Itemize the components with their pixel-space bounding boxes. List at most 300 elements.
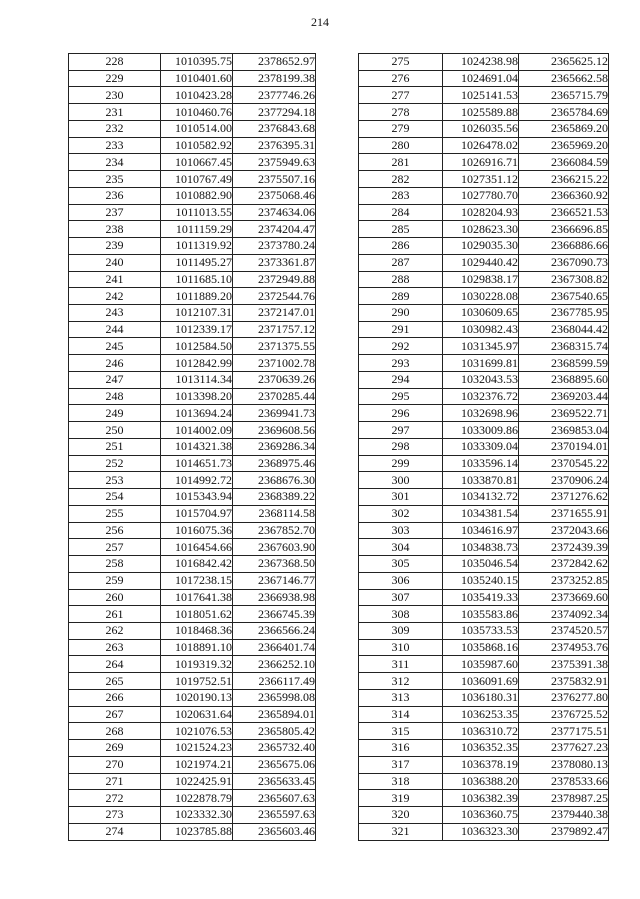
x-coordinate-cell: 1036388.20	[443, 773, 519, 790]
table-row	[69, 305, 316, 322]
y-coordinate-cell: 2366521.53	[519, 204, 609, 221]
x-coordinate-cell: 1010460.76	[161, 104, 233, 121]
point-number-cell: 263	[69, 639, 161, 656]
point-number-cell: 259	[69, 572, 161, 589]
point-number-cell: 273	[69, 807, 161, 824]
point-number-cell: 317	[359, 756, 443, 773]
point-number-cell: 319	[359, 790, 443, 807]
point-number-cell: 293	[359, 355, 443, 372]
y-coordinate-cell: 2379440.38	[519, 807, 609, 824]
y-coordinate-cell: 2370639.26	[233, 371, 316, 388]
x-coordinate-cell: 1032043.53	[443, 371, 519, 388]
point-number-cell: 312	[359, 673, 443, 690]
table-row	[359, 606, 609, 623]
point-number-cell: 262	[69, 622, 161, 639]
y-coordinate-cell: 2367308.82	[519, 271, 609, 288]
y-coordinate-cell: 2368895.60	[519, 371, 609, 388]
x-coordinate-cell: 1014651.73	[161, 455, 233, 472]
point-number-cell: 231	[69, 104, 161, 121]
point-number-cell: 255	[69, 505, 161, 522]
x-coordinate-cell: 1029838.17	[443, 271, 519, 288]
table-row	[359, 455, 609, 472]
table-row	[69, 740, 316, 757]
y-coordinate-cell: 2367603.90	[233, 539, 316, 556]
y-coordinate-cell: 2366360.92	[519, 187, 609, 204]
x-coordinate-cell: 1031345.97	[443, 338, 519, 355]
y-coordinate-cell: 2365607.63	[233, 790, 316, 807]
point-number-cell: 320	[359, 807, 443, 824]
point-number-cell: 294	[359, 371, 443, 388]
point-number-cell: 296	[359, 405, 443, 422]
x-coordinate-cell: 1028204.93	[443, 204, 519, 221]
point-number-cell: 302	[359, 505, 443, 522]
x-coordinate-cell: 1033596.14	[443, 455, 519, 472]
x-coordinate-cell: 1034616.97	[443, 522, 519, 539]
point-number-cell: 310	[359, 639, 443, 656]
y-coordinate-cell: 2372043.66	[519, 522, 609, 539]
y-coordinate-cell: 2372544.76	[233, 288, 316, 305]
table-row	[359, 673, 609, 690]
point-number-cell: 280	[359, 137, 443, 154]
y-coordinate-cell: 2373780.24	[233, 238, 316, 255]
table-row	[359, 338, 609, 355]
y-coordinate-cell: 2369608.56	[233, 422, 316, 439]
x-coordinate-cell: 1036382.39	[443, 790, 519, 807]
x-coordinate-cell: 1032698.96	[443, 405, 519, 422]
table-row	[359, 589, 609, 606]
point-number-cell: 251	[69, 438, 161, 455]
table-row	[69, 639, 316, 656]
y-coordinate-cell: 2375068.46	[233, 187, 316, 204]
y-coordinate-cell: 2367852.70	[233, 522, 316, 539]
table-row	[359, 572, 609, 589]
y-coordinate-cell: 2377746.26	[233, 87, 316, 104]
y-coordinate-cell: 2366745.39	[233, 606, 316, 623]
table-row	[69, 388, 316, 405]
table-row	[359, 807, 609, 824]
table-row	[359, 388, 609, 405]
x-coordinate-cell: 1012339.17	[161, 321, 233, 338]
table-row	[69, 371, 316, 388]
y-coordinate-cell: 2368389.22	[233, 489, 316, 506]
x-coordinate-cell: 1027351.12	[443, 171, 519, 188]
y-coordinate-cell: 2365998.08	[233, 689, 316, 706]
table-row	[69, 706, 316, 723]
x-coordinate-cell: 1036253.35	[443, 706, 519, 723]
x-coordinate-cell: 1016075.36	[161, 522, 233, 539]
point-number-cell: 261	[69, 606, 161, 623]
point-number-cell: 295	[359, 388, 443, 405]
table-row	[69, 187, 316, 204]
table-row	[359, 723, 609, 740]
point-number-cell: 278	[359, 104, 443, 121]
y-coordinate-cell: 2374520.57	[519, 622, 609, 639]
x-coordinate-cell: 1026478.02	[443, 137, 519, 154]
y-coordinate-cell: 2374204.47	[233, 221, 316, 238]
y-coordinate-cell: 2369286.34	[233, 438, 316, 455]
table-row	[69, 773, 316, 790]
table-row	[69, 171, 316, 188]
y-coordinate-cell: 2372949.88	[233, 271, 316, 288]
table-row	[359, 87, 609, 104]
y-coordinate-cell: 2368676.30	[233, 472, 316, 489]
point-number-cell: 318	[359, 773, 443, 790]
x-coordinate-cell: 1036091.69	[443, 673, 519, 690]
table-row	[359, 70, 609, 87]
table-row	[69, 790, 316, 807]
table-row	[359, 238, 609, 255]
point-number-cell: 304	[359, 539, 443, 556]
point-number-cell: 230	[69, 87, 161, 104]
table-row	[359, 305, 609, 322]
table-row	[69, 572, 316, 589]
x-coordinate-cell: 1032376.72	[443, 388, 519, 405]
y-coordinate-cell: 2378652.97	[233, 54, 316, 71]
point-number-cell: 260	[69, 589, 161, 606]
y-coordinate-cell: 2370194.01	[519, 438, 609, 455]
y-coordinate-cell: 2365869.20	[519, 120, 609, 137]
point-number-cell: 228	[69, 54, 161, 71]
table-row	[359, 254, 609, 271]
point-number-cell: 258	[69, 556, 161, 573]
x-coordinate-cell: 1014992.72	[161, 472, 233, 489]
table-row	[69, 673, 316, 690]
table-row	[359, 204, 609, 221]
x-coordinate-cell: 1014002.09	[161, 422, 233, 439]
table-row	[69, 823, 316, 840]
point-number-cell: 305	[359, 556, 443, 573]
x-coordinate-cell: 1026035.56	[443, 120, 519, 137]
y-coordinate-cell: 2369203.44	[519, 388, 609, 405]
x-coordinate-cell: 1029035.30	[443, 238, 519, 255]
y-coordinate-cell: 2372842.62	[519, 556, 609, 573]
x-coordinate-cell: 1018891.10	[161, 639, 233, 656]
y-coordinate-cell: 2366117.49	[233, 673, 316, 690]
y-coordinate-cell: 2366938.98	[233, 589, 316, 606]
point-number-cell: 247	[69, 371, 161, 388]
point-number-cell: 276	[359, 70, 443, 87]
x-coordinate-cell: 1011013.55	[161, 204, 233, 221]
point-number-cell: 246	[69, 355, 161, 372]
y-coordinate-cell: 2374634.06	[233, 204, 316, 221]
table-row	[359, 472, 609, 489]
x-coordinate-cell: 1012584.50	[161, 338, 233, 355]
point-number-cell: 313	[359, 689, 443, 706]
point-number-cell: 274	[69, 823, 161, 840]
point-number-cell: 311	[359, 656, 443, 673]
point-number-cell: 268	[69, 723, 161, 740]
point-number-cell: 234	[69, 154, 161, 171]
y-coordinate-cell: 2365597.63	[233, 807, 316, 824]
table-row	[359, 706, 609, 723]
y-coordinate-cell: 2366084.59	[519, 154, 609, 171]
point-number-cell: 300	[359, 472, 443, 489]
x-coordinate-cell: 1033870.81	[443, 472, 519, 489]
x-coordinate-cell: 1033009.86	[443, 422, 519, 439]
y-coordinate-cell: 2365603.46	[233, 823, 316, 840]
table-row	[69, 656, 316, 673]
x-coordinate-cell: 1019752.51	[161, 673, 233, 690]
y-coordinate-cell: 2365805.42	[233, 723, 316, 740]
point-number-cell: 307	[359, 589, 443, 606]
y-coordinate-cell: 2368315.74	[519, 338, 609, 355]
y-coordinate-cell: 2377294.18	[233, 104, 316, 121]
point-number-cell: 244	[69, 321, 161, 338]
x-coordinate-cell: 1018051.62	[161, 606, 233, 623]
x-coordinate-cell: 1025141.53	[443, 87, 519, 104]
table-row	[359, 405, 609, 422]
y-coordinate-cell: 2376843.68	[233, 120, 316, 137]
y-coordinate-cell: 2369941.73	[233, 405, 316, 422]
y-coordinate-cell: 2365715.79	[519, 87, 609, 104]
table-row	[359, 522, 609, 539]
table-row	[359, 187, 609, 204]
table-row	[359, 556, 609, 573]
table-row	[69, 489, 316, 506]
table-row	[359, 321, 609, 338]
y-coordinate-cell: 2366696.85	[519, 221, 609, 238]
table-row	[69, 120, 316, 137]
x-coordinate-cell: 1012842.99	[161, 355, 233, 372]
point-number-cell: 271	[69, 773, 161, 790]
point-number-cell: 238	[69, 221, 161, 238]
point-number-cell: 321	[359, 823, 443, 840]
point-number-cell: 281	[359, 154, 443, 171]
table-row	[69, 455, 316, 472]
x-coordinate-cell: 1035868.16	[443, 639, 519, 656]
table-row	[69, 321, 316, 338]
point-number-cell: 272	[69, 790, 161, 807]
x-coordinate-cell: 1036360.75	[443, 807, 519, 824]
y-coordinate-cell: 2365894.01	[233, 706, 316, 723]
point-number-cell: 242	[69, 288, 161, 305]
y-coordinate-cell: 2370545.22	[519, 455, 609, 472]
x-coordinate-cell: 1013398.20	[161, 388, 233, 405]
point-number-cell: 285	[359, 221, 443, 238]
y-coordinate-cell: 2374092.34	[519, 606, 609, 623]
point-number-cell: 291	[359, 321, 443, 338]
table-row	[359, 171, 609, 188]
table-row	[359, 756, 609, 773]
point-number-cell: 233	[69, 137, 161, 154]
x-coordinate-cell: 1018468.36	[161, 622, 233, 639]
table-row	[69, 472, 316, 489]
y-coordinate-cell: 2376277.80	[519, 689, 609, 706]
point-number-cell: 297	[359, 422, 443, 439]
table-row	[69, 556, 316, 573]
y-coordinate-cell: 2374953.76	[519, 639, 609, 656]
table-row	[69, 522, 316, 539]
point-number-cell: 264	[69, 656, 161, 673]
x-coordinate-cell: 1010401.60	[161, 70, 233, 87]
x-coordinate-cell: 1035583.86	[443, 606, 519, 623]
x-coordinate-cell: 1025589.88	[443, 104, 519, 121]
table-row	[359, 689, 609, 706]
x-coordinate-cell: 1024691.04	[443, 70, 519, 87]
point-number-cell: 301	[359, 489, 443, 506]
y-coordinate-cell: 2373361.87	[233, 254, 316, 271]
point-number-cell: 249	[69, 405, 161, 422]
point-number-cell: 248	[69, 388, 161, 405]
point-number-cell: 283	[359, 187, 443, 204]
x-coordinate-cell: 1035987.60	[443, 656, 519, 673]
point-number-cell: 287	[359, 254, 443, 271]
x-coordinate-cell: 1020190.13	[161, 689, 233, 706]
table-row	[69, 589, 316, 606]
y-coordinate-cell: 2368975.46	[233, 455, 316, 472]
y-coordinate-cell: 2365633.45	[233, 773, 316, 790]
x-coordinate-cell: 1011319.92	[161, 238, 233, 255]
point-number-cell: 265	[69, 673, 161, 690]
x-coordinate-cell: 1036378.19	[443, 756, 519, 773]
y-coordinate-cell: 2366252.10	[233, 656, 316, 673]
table-row	[69, 422, 316, 439]
y-coordinate-cell: 2371757.12	[233, 321, 316, 338]
table-row	[359, 622, 609, 639]
x-coordinate-cell: 1036180.31	[443, 689, 519, 706]
y-coordinate-cell: 2371276.62	[519, 489, 609, 506]
x-coordinate-cell: 1010423.28	[161, 87, 233, 104]
table-row	[69, 271, 316, 288]
table-row	[69, 723, 316, 740]
coordinates-table-right	[358, 53, 609, 841]
x-coordinate-cell: 1010667.45	[161, 154, 233, 171]
point-number-cell: 303	[359, 522, 443, 539]
x-coordinate-cell: 1035733.53	[443, 622, 519, 639]
table-row	[359, 639, 609, 656]
point-number-cell: 229	[69, 70, 161, 87]
point-number-cell: 241	[69, 271, 161, 288]
x-coordinate-cell: 1034838.73	[443, 539, 519, 556]
table-row	[69, 438, 316, 455]
y-coordinate-cell: 2368114.58	[233, 505, 316, 522]
y-coordinate-cell: 2365784.69	[519, 104, 609, 121]
y-coordinate-cell: 2367368.50	[233, 556, 316, 573]
x-coordinate-cell: 1031699.81	[443, 355, 519, 372]
x-coordinate-cell: 1021974.21	[161, 756, 233, 773]
point-number-cell: 235	[69, 171, 161, 188]
point-number-cell: 232	[69, 120, 161, 137]
y-coordinate-cell: 2367540.65	[519, 288, 609, 305]
x-coordinate-cell: 1034381.54	[443, 505, 519, 522]
y-coordinate-cell: 2371002.78	[233, 355, 316, 372]
point-number-cell: 290	[359, 305, 443, 322]
table-row	[69, 104, 316, 121]
y-coordinate-cell: 2375391.38	[519, 656, 609, 673]
table-row	[69, 254, 316, 271]
x-coordinate-cell: 1033309.04	[443, 438, 519, 455]
y-coordinate-cell: 2377175.51	[519, 723, 609, 740]
x-coordinate-cell: 1015343.94	[161, 489, 233, 506]
table-row	[69, 54, 316, 71]
y-coordinate-cell: 2365625.12	[519, 54, 609, 71]
point-number-cell: 298	[359, 438, 443, 455]
point-number-cell: 250	[69, 422, 161, 439]
y-coordinate-cell: 2375832.91	[519, 673, 609, 690]
point-number-cell: 315	[359, 723, 443, 740]
x-coordinate-cell: 1035419.33	[443, 589, 519, 606]
y-coordinate-cell: 2365662.58	[519, 70, 609, 87]
y-coordinate-cell: 2365675.06	[233, 756, 316, 773]
y-coordinate-cell: 2371655.91	[519, 505, 609, 522]
table-row	[359, 104, 609, 121]
y-coordinate-cell: 2369522.71	[519, 405, 609, 422]
x-coordinate-cell: 1010882.90	[161, 187, 233, 204]
x-coordinate-cell: 1034132.72	[443, 489, 519, 506]
table-row	[69, 505, 316, 522]
point-number-cell: 306	[359, 572, 443, 589]
table-row	[359, 137, 609, 154]
x-coordinate-cell: 1036310.72	[443, 723, 519, 740]
y-coordinate-cell: 2368044.42	[519, 321, 609, 338]
point-number-cell: 257	[69, 539, 161, 556]
table-row	[359, 505, 609, 522]
table-row	[69, 288, 316, 305]
table-row	[69, 70, 316, 87]
table-row	[359, 54, 609, 71]
point-number-cell: 289	[359, 288, 443, 305]
y-coordinate-cell: 2373669.60	[519, 589, 609, 606]
y-coordinate-cell: 2378987.25	[519, 790, 609, 807]
table-row	[359, 740, 609, 757]
y-coordinate-cell: 2378533.66	[519, 773, 609, 790]
y-coordinate-cell: 2376395.31	[233, 137, 316, 154]
table-row	[359, 773, 609, 790]
y-coordinate-cell: 2369853.04	[519, 422, 609, 439]
y-coordinate-cell: 2371375.55	[233, 338, 316, 355]
point-number-cell: 239	[69, 238, 161, 255]
point-number-cell: 243	[69, 305, 161, 322]
x-coordinate-cell: 1013114.34	[161, 371, 233, 388]
y-coordinate-cell: 2367785.95	[519, 305, 609, 322]
y-coordinate-cell: 2366401.74	[233, 639, 316, 656]
x-coordinate-cell: 1011495.27	[161, 254, 233, 271]
y-coordinate-cell: 2372439.39	[519, 539, 609, 556]
x-coordinate-cell: 1010514.00	[161, 120, 233, 137]
table-row	[69, 221, 316, 238]
x-coordinate-cell: 1030982.43	[443, 321, 519, 338]
table-row	[69, 204, 316, 221]
x-coordinate-cell: 1030609.65	[443, 305, 519, 322]
x-coordinate-cell: 1012107.31	[161, 305, 233, 322]
point-number-cell: 282	[359, 171, 443, 188]
table-row	[359, 656, 609, 673]
point-number-cell: 314	[359, 706, 443, 723]
table-row	[359, 221, 609, 238]
y-coordinate-cell: 2367146.77	[233, 572, 316, 589]
point-number-cell: 236	[69, 187, 161, 204]
table-row	[359, 288, 609, 305]
y-coordinate-cell: 2372147.01	[233, 305, 316, 322]
x-coordinate-cell: 1021076.53	[161, 723, 233, 740]
y-coordinate-cell: 2367090.73	[519, 254, 609, 271]
table-row	[359, 154, 609, 171]
point-number-cell: 292	[359, 338, 443, 355]
x-coordinate-cell: 1035046.54	[443, 556, 519, 573]
x-coordinate-cell: 1026916.71	[443, 154, 519, 171]
x-coordinate-cell: 1017641.38	[161, 589, 233, 606]
y-coordinate-cell: 2370285.44	[233, 388, 316, 405]
point-number-cell: 309	[359, 622, 443, 639]
y-coordinate-cell: 2376725.52	[519, 706, 609, 723]
x-coordinate-cell: 1016842.42	[161, 556, 233, 573]
x-coordinate-cell: 1023332.30	[161, 807, 233, 824]
point-number-cell: 266	[69, 689, 161, 706]
y-coordinate-cell: 2375507.16	[233, 171, 316, 188]
table-row	[359, 371, 609, 388]
y-coordinate-cell: 2366566.24	[233, 622, 316, 639]
table-row	[69, 405, 316, 422]
